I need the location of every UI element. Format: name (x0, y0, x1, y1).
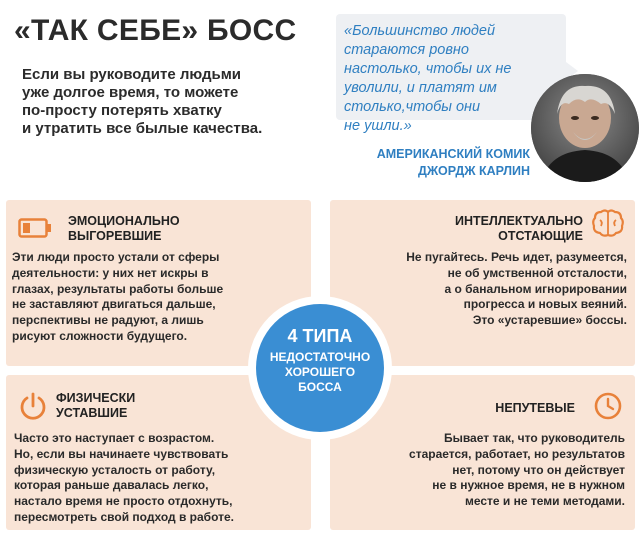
card-body: Бывает так, что руководитель старается, работает, но результатов нет, потому что он действует не в нужное время, не в нужном месте и не теми методами. (409, 431, 625, 509)
battery-low-icon (18, 218, 52, 238)
hub-heading: 4 ТИПА (287, 326, 353, 346)
card-body: Эти люди просто устали от сферы деятельности: у них нет искры в глазах, результаты работы больше не заставляют двигаться дальше, перспективы не радуют, а лишь рисуют сложности будущего. (12, 250, 224, 343)
quote-box (336, 14, 566, 134)
card-title: ЭМОЦИОНАЛЬНО ВЫГОРЕВШИЕ (68, 214, 180, 243)
clock-icon (593, 391, 623, 421)
card-title: НЕПУТЕВЫЕ (495, 401, 575, 415)
quote-author: АМЕРИКАНСКИЙ КОМИК ДЖОРДЖ КАРЛИН (376, 147, 530, 178)
power-icon (18, 391, 48, 421)
card-title: ИНТЕЛЛЕКТУАЛЬНО ОТСТАЮЩИЕ (455, 214, 583, 243)
page-title: «ТАК СЕБЕ» БОСС (14, 14, 297, 47)
center-hub (256, 304, 384, 432)
card-body: Часто это наступает с возрастом. Но, если вы начинаете чувствовать физическую усталость от работу, которая раньше давалась легко, настало время не просто отдохнуть, пересмотреть свой подход в работе. (14, 431, 235, 524)
card-body: Не пугайтесь. Речь идет, разумеется, не об умственной отсталости, а о банальном игнорировании прогресса и новых веяний. Это «устаревшие» боссы. (406, 250, 627, 328)
brain-icon (591, 208, 625, 238)
intro-text: Если вы руководите людьми уже долгое время, то можете по-просту потерять хватку и утратить все былые качества. (22, 66, 263, 137)
hub-subheading: НЕДОСТАТОЧНО ХОРОШЕГО БОССА (269, 350, 371, 394)
author-portrait (531, 74, 639, 182)
quote-text: «Большинство людей стараются ровно настолько, чтобы их не уволили, и платят им столько,чтобы они не ушли.» (344, 23, 512, 134)
card-title: ФИЗИЧЕСКИ УСТАВШИЕ (56, 391, 136, 420)
